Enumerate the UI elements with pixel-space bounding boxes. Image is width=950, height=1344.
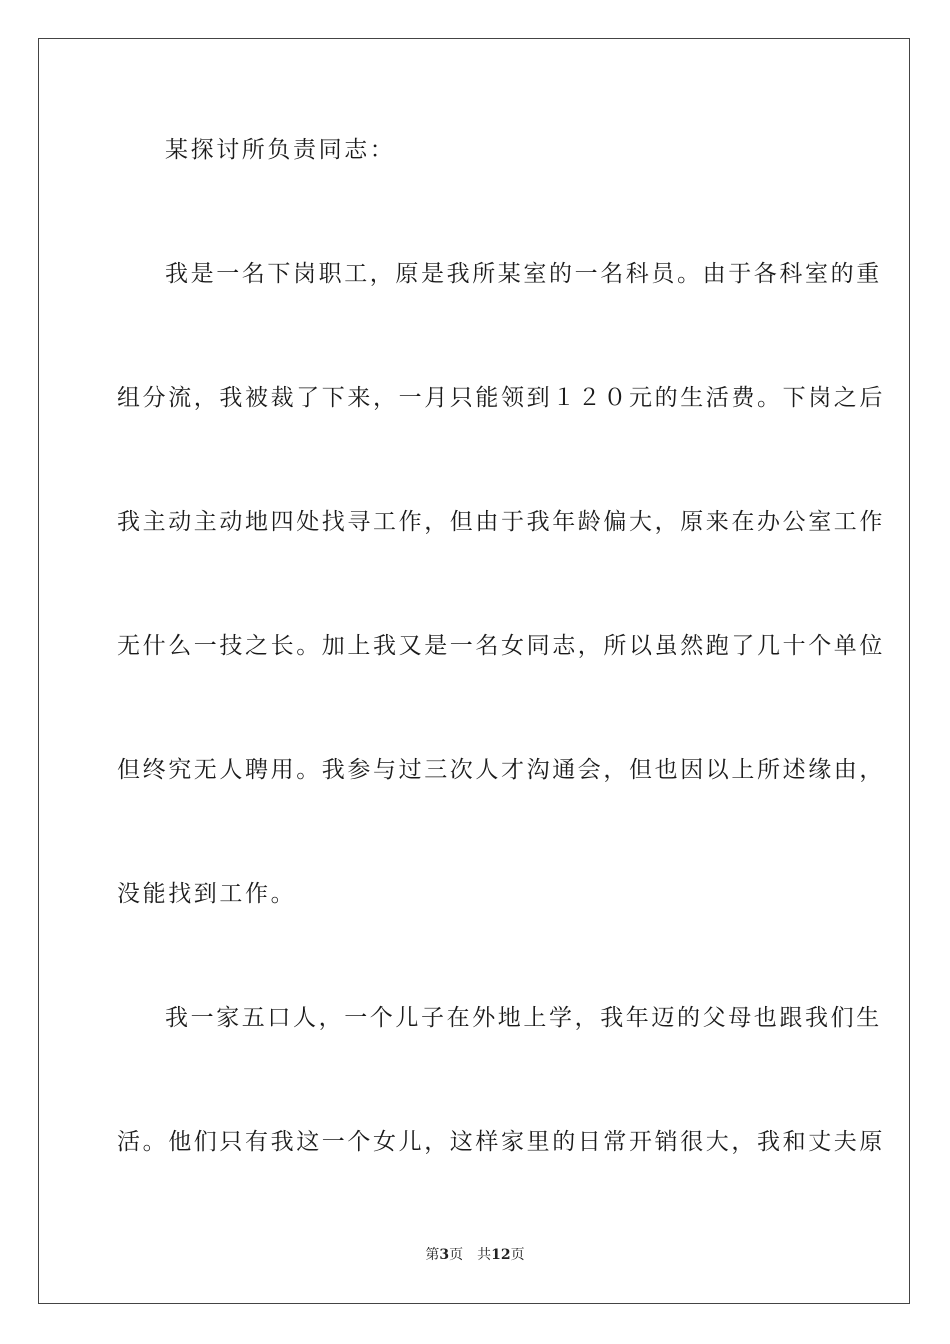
page-border <box>38 38 910 1304</box>
page-prefix: 第 <box>425 1247 440 1263</box>
body-line-8: 活。他们只有我这一个女儿，这样家里的日常开销很大，我和丈夫原 <box>117 1129 885 1155</box>
body-line-7: 我一家五口人，一个儿子在外地上学，我年迈的父母也跟我们生 <box>165 1005 882 1031</box>
body-line-5: 但终究无人聘用。我参与过三次人才沟通会，但也因以上所述缘由， <box>117 757 885 783</box>
body-line-2: 组分流，我被裁了下来，一月只能领到１２０元的生活费。下岗之后 <box>117 385 885 411</box>
page-suffix: 页 <box>449 1247 464 1263</box>
body-line-4: 无什么一技之长。加上我又是一名女同志，所以虽然跑了几十个单位 <box>117 633 885 659</box>
total-suffix: 页 <box>510 1247 525 1263</box>
body-line-6: 没能找到工作。 <box>117 881 297 907</box>
body-line-1: 我是一名下岗职工，原是我所某室的一名科员。由于各科室的重 <box>165 261 882 287</box>
page-number-footer <box>0 1246 950 1264</box>
total-page-count: 12 <box>491 1247 511 1263</box>
salutation-line: 某探讨所负责同志： <box>165 137 396 163</box>
current-page-number: 3 <box>439 1247 450 1263</box>
body-line-3: 我主动主动地四处找寻工作，但由于我年龄偏大，原来在办公室工作 <box>117 509 885 535</box>
total-prefix: 共 <box>477 1247 492 1263</box>
